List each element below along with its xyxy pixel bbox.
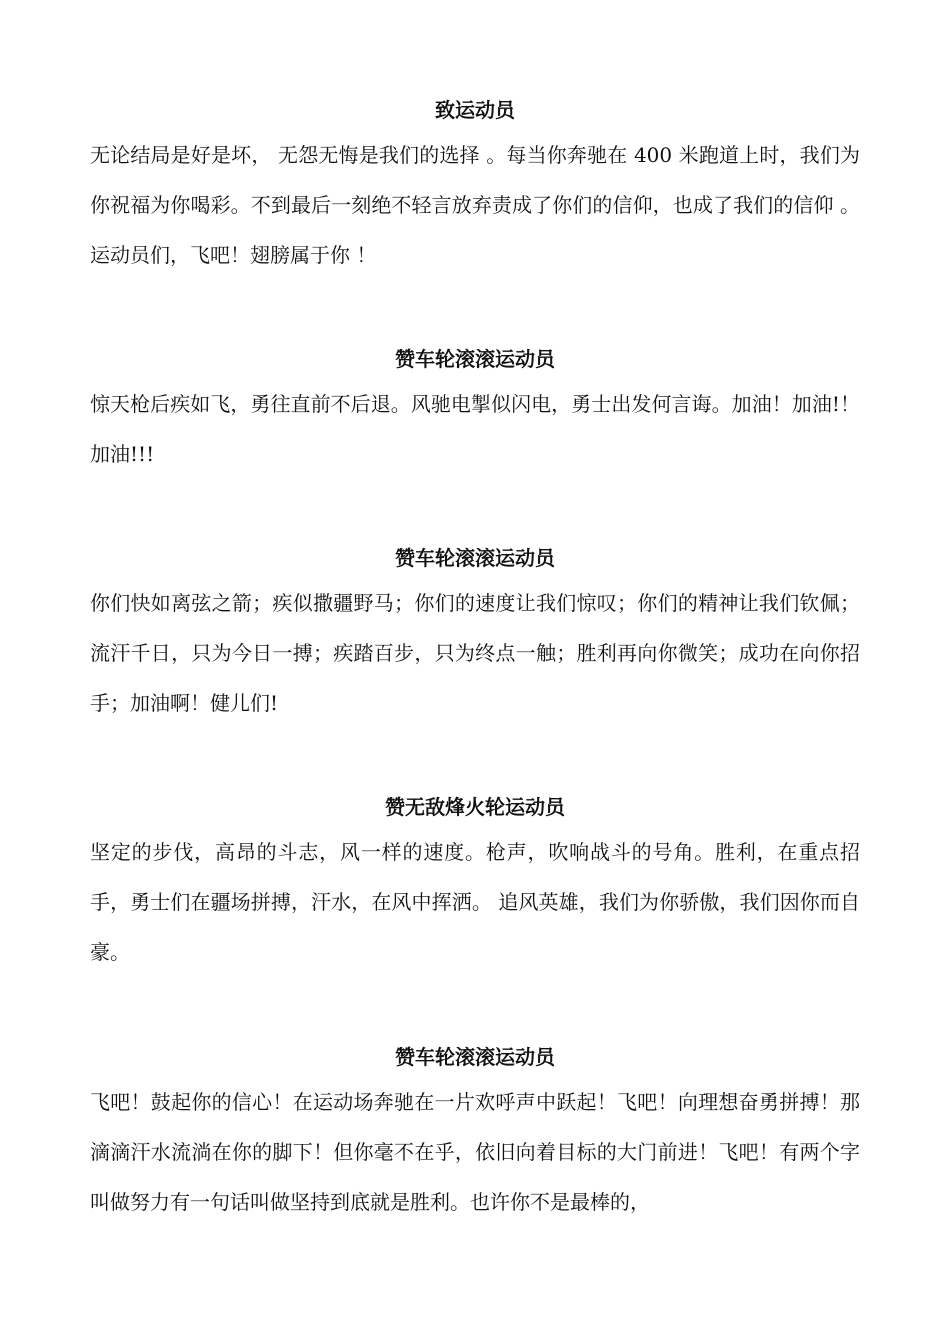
- poem-section-5: [90, 1043, 860, 1227]
- section-paragraph: 你们快如离弦之箭；疾似撒疆野马；你们的速度让我们惊叹；你们的精神让我们钦佩；流汗千日，只为今日一搏；疾踏百步，只为终点一触；胜利再向你微笑；成功在向你招手；加油啊！健儿们!: [90, 591, 860, 715]
- poem-section-2: [90, 345, 860, 479]
- section-title: 赞车轮滚滚运动员: [395, 546, 555, 570]
- section-paragraph: 无论结局是好是坏， 无怨无悔是我们的选择 。每当你奔驰在 400 米跑道上时，我们为你祝福为你喝彩。不到最后一刻绝不轻言放弃责成了你们的信仰，也成了我们的信仰 。运动员们，飞吧！翅膀属于你 ！: [90, 143, 860, 267]
- section-title: 赞车轮滚滚运动员: [395, 347, 555, 371]
- poem-section-3: [90, 544, 860, 728]
- section-paragraph: 坚定的步伐，高昂的斗志，风一样的速度。枪声，吹响战斗的号角。胜利，在重点招手，勇士们在疆场拼搏，汗水，在风中挥洒。 追风英雄，我们为你骄傲，我们因你而自豪。: [90, 840, 860, 964]
- section-title: 致运动员: [435, 98, 515, 122]
- poem-section-4: [90, 793, 860, 977]
- section-paragraph: 惊天枪后疾如飞，勇往直前不后退。风驰电掣似闪电，勇士出发何言诲。加油！加油!！加油!!!: [90, 392, 860, 466]
- section-title: 赞车轮滚滚运动员: [395, 1045, 555, 1069]
- section-title: 赞无敌烽火轮运动员: [385, 795, 565, 819]
- poem-section-1: [90, 96, 860, 280]
- section-paragraph: 飞吧！鼓起你的信心！在运动场奔驰在一片欢呼声中跃起！飞吧！向理想奋勇拼搏！那滴滴汗水流淌在你的脚下！但你毫不在乎，依旧向着目标的大门前进！飞吧！有两个字叫做努力有一句话叫做坚持到底就是胜利。也许你不是最棒的，: [90, 1090, 860, 1214]
